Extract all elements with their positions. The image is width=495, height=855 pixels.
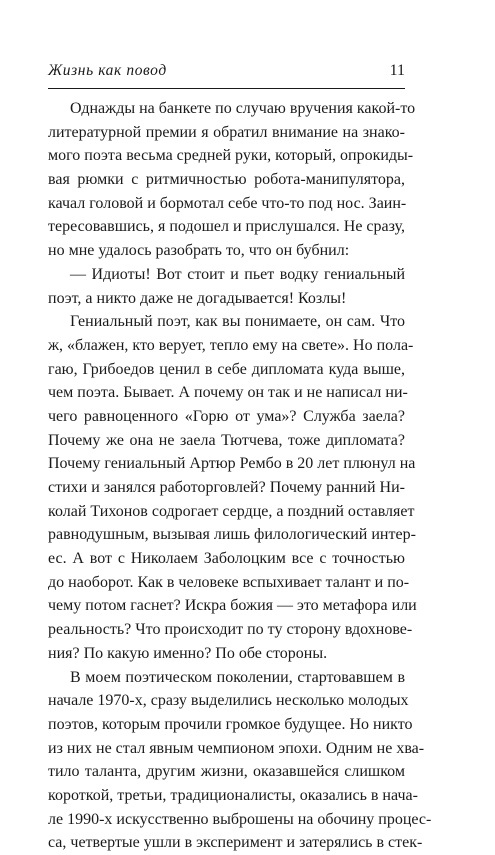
- page-number: 11: [389, 62, 405, 79]
- text-line: чего равноценного «Горю от ума»? Служба заела?: [48, 407, 405, 425]
- text-line: В моем поэтическом поколении, стартовавшем в: [70, 668, 405, 686]
- text-line: гаю, Грибоедов ценил в себе дипломата куда выше,: [48, 360, 405, 378]
- text-line: Почему гениальный Артюр Рембо в 20 лет плюнул на: [48, 455, 416, 473]
- text-line: литературной премии я обратил внимание на знако-: [48, 123, 405, 141]
- text-line: стихи и занялся работорговлей? Почему ранний Ни-: [48, 479, 405, 496]
- text-line: но мне удалось разобрать то, что он бубнил:: [48, 242, 350, 260]
- text-line: качал головой и бормотал себе что-то под нос. Заин-: [48, 194, 407, 212]
- text-line: короткой, третьи, традиционалисты, оказались в нача-: [48, 786, 418, 804]
- text-line: колай Тихонов содрогает сердце, а поздний оставляет: [48, 502, 415, 520]
- text-line: реальность? Что происходит по ту сторону вдохнове-: [48, 621, 413, 639]
- text-line: из них не стал явным чемпионом эпохи. Одним не хва-: [48, 739, 425, 757]
- header-rule: [48, 88, 405, 89]
- text-line: — Идиоты! Вот стоит и пьет водку гениальный: [70, 265, 405, 283]
- running-title: Жизнь как повод: [48, 62, 167, 79]
- text-line: начале 1970-х, сразу выделились несколько молодых: [48, 692, 409, 710]
- text-line: са, четвертые ушли в эксперимент и затерялись в стек-: [48, 834, 423, 852]
- text-line: тересовавшись, я подошел и прислушался. Не сразу,: [48, 218, 406, 236]
- running-header: [48, 62, 405, 84]
- text-line: Гениальный поэт, как вы понимаете, он сам. Что: [70, 313, 405, 331]
- text-line: ния? По какую именно? По обе стороны.: [48, 644, 328, 662]
- text-line: чему потом гаснет? Искра божия — это метафора или: [48, 597, 417, 615]
- text-line: Однажды на банкете по случаю вручения какой-то: [70, 100, 416, 117]
- text-line: ес. А вот с Николаем Заболоцким все с точностью: [48, 550, 405, 568]
- text-line: Почему же она не заела Тютчева, тоже дипломата?: [48, 431, 405, 449]
- text-line: ле 1990-х искусственно выброшены на обочину процес-: [48, 810, 432, 828]
- text-line: мого поэта весьма средней руки, который, опрокиды-: [48, 147, 414, 165]
- text-line: ж, «блажен, кто верует, тепло ему на свете». Но пола-: [48, 336, 414, 354]
- text-line: тило таланта, другим жизни, оказавшейся слишком: [48, 763, 405, 781]
- text-line: чем поэта. Бывает. А почему он так и не написал ни-: [48, 384, 408, 402]
- text-line: равнодушным, вызывая лишь филологический интер-: [48, 526, 416, 544]
- body-text: [48, 97, 432, 855]
- text-line: до наоборот. Как в человеке вспыхивает талант и по-: [48, 573, 410, 591]
- text-line: поэтов, которым прочили громкое будущее. Но никто: [48, 715, 413, 733]
- text-line: поэт, а никто даже не догадывается! Козлы!: [48, 289, 347, 307]
- text-line: вая рюмки с ритмичностью робота-манипулятора,: [48, 171, 405, 189]
